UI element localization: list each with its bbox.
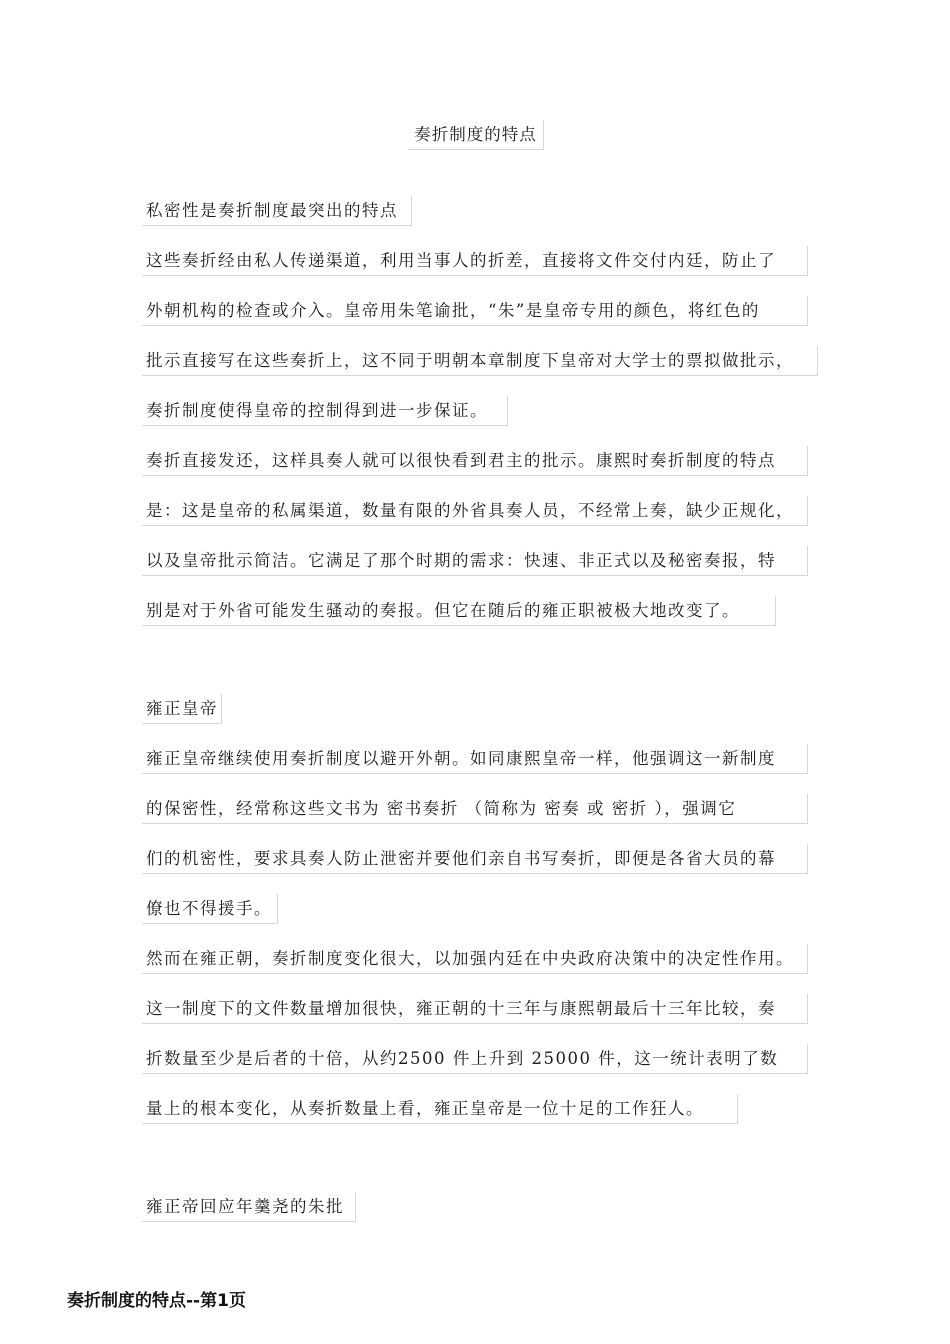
paragraph-line: 以及皇帝批示简洁。它满足了那个时期的需求：快速、非正式以及秘密奏报，特 [142, 546, 808, 576]
paragraph-line: 批示直接写在这些奏折上，这不同于明朝本章制度下皇帝对大学士的票拟做批示， [142, 346, 818, 376]
paragraph-line: 然而在雍正朝，奏折制度变化很大，以加强内廷在中央政府决策中的决定性作用。 [142, 944, 808, 974]
paragraph-line: 折数量至少是后者的十倍，从约2500 件上升到 25000 件，这一统计表明了数 [142, 1044, 808, 1074]
paragraph-line: 奏折直接发还，这样具奏人就可以很快看到君主的批示。康熙时奏折制度的特点 [142, 446, 808, 476]
page-title: 奏折制度的特点 [408, 120, 544, 150]
section-heading: 雍正帝回应年羹尧的朱批 [142, 1192, 356, 1222]
paragraph-line: 量上的根本变化，从奏折数量上看，雍正皇帝是一位十足的工作狂人。 [142, 1094, 738, 1124]
paragraph-line: 的保密性，经常称这些文书为 密书奏折 （简称为 密奏 或 密折 ），强调它 [142, 794, 808, 824]
paragraph-line: 僚也不得援手。 [142, 894, 278, 924]
section-heading: 私密性是奏折制度最突出的特点 [142, 196, 412, 226]
page-footer: 奏折制度的特点--第1页 [67, 1291, 246, 1311]
paragraph-line: 别是对于外省可能发生骚动的奏报。但它在随后的雍正职被极大地改变了。 [142, 596, 776, 626]
paragraph-line: 是：这是皇帝的私属渠道，数量有限的外省具奏人员，不经常上奏，缺少正规化， [142, 496, 808, 526]
paragraph-line: 外朝机构的检查或介入。皇帝用朱笔谕批，“朱”是皇帝专用的颜色，将红色的 [142, 296, 808, 326]
paragraph-line: 这一制度下的文件数量增加很快，雍正朝的十三年与康熙朝最后十三年比较，奏 [142, 994, 808, 1024]
section-heading: 雍正皇帝 [142, 694, 222, 724]
paragraph-line: 雍正皇帝继续使用奏折制度以避开外朝。如同康熙皇帝一样，他强调这一新制度 [142, 744, 808, 774]
paragraph-line: 奏折制度使得皇帝的控制得到进一步保证。 [142, 396, 508, 426]
paragraph-line: 这些奏折经由私人传递渠道，利用当事人的折差，直接将文件交付内廷，防止了 [142, 246, 808, 276]
paragraph-line: 们的机密性，要求具奏人防止泄密并要他们亲自书写奏折，即便是各省大员的幕 [142, 844, 808, 874]
